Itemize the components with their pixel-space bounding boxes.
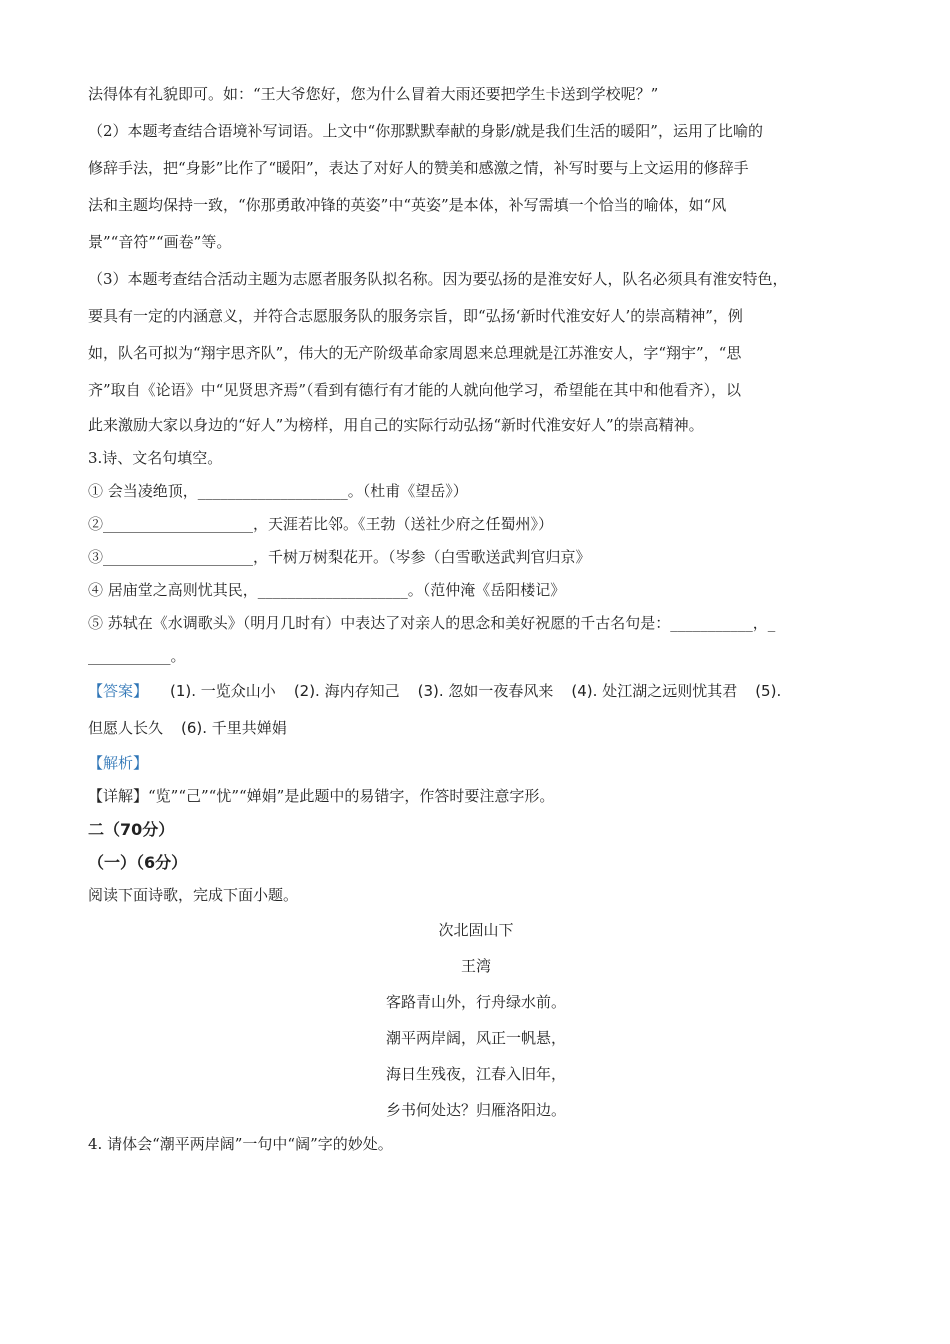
question-3-item: ③____________________，千树万树梨花开。（岑参（白雪歌送武判官归京》 (88, 548, 591, 566)
question-3-item: ⑤ 苏轼在《水调歌头》（明月几时有）中表达了对亲人的思念和美好祝愿的千古名句是：___________，_ (88, 614, 776, 632)
answer-part: 但愿人长久 (88, 719, 164, 737)
explanation-line: （2）本题考查结合语境补写词语。上文中“你那默默奉献的身影/就是我们生活的暖阳”，运用了比喻的 (88, 122, 763, 140)
answer-part: (1). 一览众山小 (170, 682, 276, 700)
question-4: 4. 请体会“潮平两岸阔”一句中“阔”字的妙处。 (88, 1135, 393, 1153)
explanation-line: 此来激励大家以身边的“好人”为榜样，用自己的实际行动弘扬“新时代淮安好人”的崇高精神。 (88, 416, 704, 434)
explanation-line: 如，队名可拟为“翔宇思齐队”，伟大的无产阶级革命家周恩来总理就是江苏淮安人，字“翔宇”，“思 (88, 344, 742, 362)
explanation-line: 齐”取自《论语》中“见贤思齐焉”（看到有德行有才能的人就向他学习，希望能在其中和他看齐），以 (88, 381, 742, 399)
reading-instruction: 阅读下面诗歌，完成下面小题。 (88, 886, 299, 904)
subsection-heading: （一）（6分） (88, 853, 188, 872)
explanation-line: 法和主题均保持一致，“你那勇敢冲锋的英姿”中“英姿”是本体，补写需填一个恰当的喻体，如“风 (88, 196, 727, 214)
question-3-item: ___________。 (88, 647, 186, 665)
question-3-title: 3.诗、文名句填空。 (88, 449, 223, 467)
answer-part: (3). 忽如一夜春风来 (417, 682, 554, 700)
poem-line: 客路青山外，行舟绿水前。 (385, 993, 566, 1011)
explanation-line: 要具有一定的内涵意义，并符合志愿服务队的服务宗旨，即“弘扬‘新时代淮安好人’的崇高精神”，例 (88, 307, 743, 325)
poem-line: 海日生残夜，江春入旧年， (385, 1065, 566, 1083)
question-3-item: ① 会当凌绝顶，____________________。（杜甫《望岳》） (88, 482, 468, 500)
question-3 (88, 442, 864, 673)
document-page (88, 76, 864, 1161)
section-heading: 二（70分） (88, 820, 175, 839)
answer-part: (4). 处江湖之远则忧其君 (571, 682, 738, 700)
analysis-tag: 【解析】 (88, 754, 149, 772)
answer-line-2 (88, 710, 864, 747)
poem-block (88, 912, 864, 1128)
answer-part: (5). (755, 682, 782, 700)
explanation-block (88, 76, 864, 442)
poem-line: 潮平两岸阔，风正一帆悬， (385, 1029, 566, 1047)
answer-part: (6). 千里共婵娟 (181, 719, 287, 737)
answer-line (88, 673, 864, 710)
question-3-item: ④ 居庙堂之高则忧其民，____________________。（范仲淹《岳阳楼记》 (88, 581, 566, 599)
poem-author: 王湾 (460, 957, 491, 975)
explanation-line: 景”“音符”“画卷”等。 (88, 233, 232, 251)
explanation-line: 修辞手法，把“身影”比作了“暖阳”，表达了对好人的赞美和感激之情，补写时要与上文运用的修辞手 (88, 159, 749, 177)
poem-title: 次北固山下 (438, 921, 514, 939)
question-3-item: ②____________________，天涯若比邻。《王勃（送社少府之任蜀州》） (88, 515, 554, 533)
explanation-line: （3）本题考查结合活动主题为志愿者服务队拟名称。因为要弘扬的是淮安好人，队名必须具有淮安特色， (88, 270, 788, 288)
poem-line: 乡书何处达？归雁洛阳边。 (385, 1101, 566, 1119)
explanation-line: 法得体有礼貌即可。如：“王大爷您好，您为什么冒着大雨还要把学生卡送到学校呢？” (88, 85, 659, 103)
answer-part: (2). 海内存知己 (293, 682, 400, 700)
answer-tag: 【答案】 (88, 682, 149, 700)
analysis-detail: 【详解】“览”“己”“忧”“婵娟”是此题中的易错字，作答时要注意字形。 (88, 787, 555, 805)
